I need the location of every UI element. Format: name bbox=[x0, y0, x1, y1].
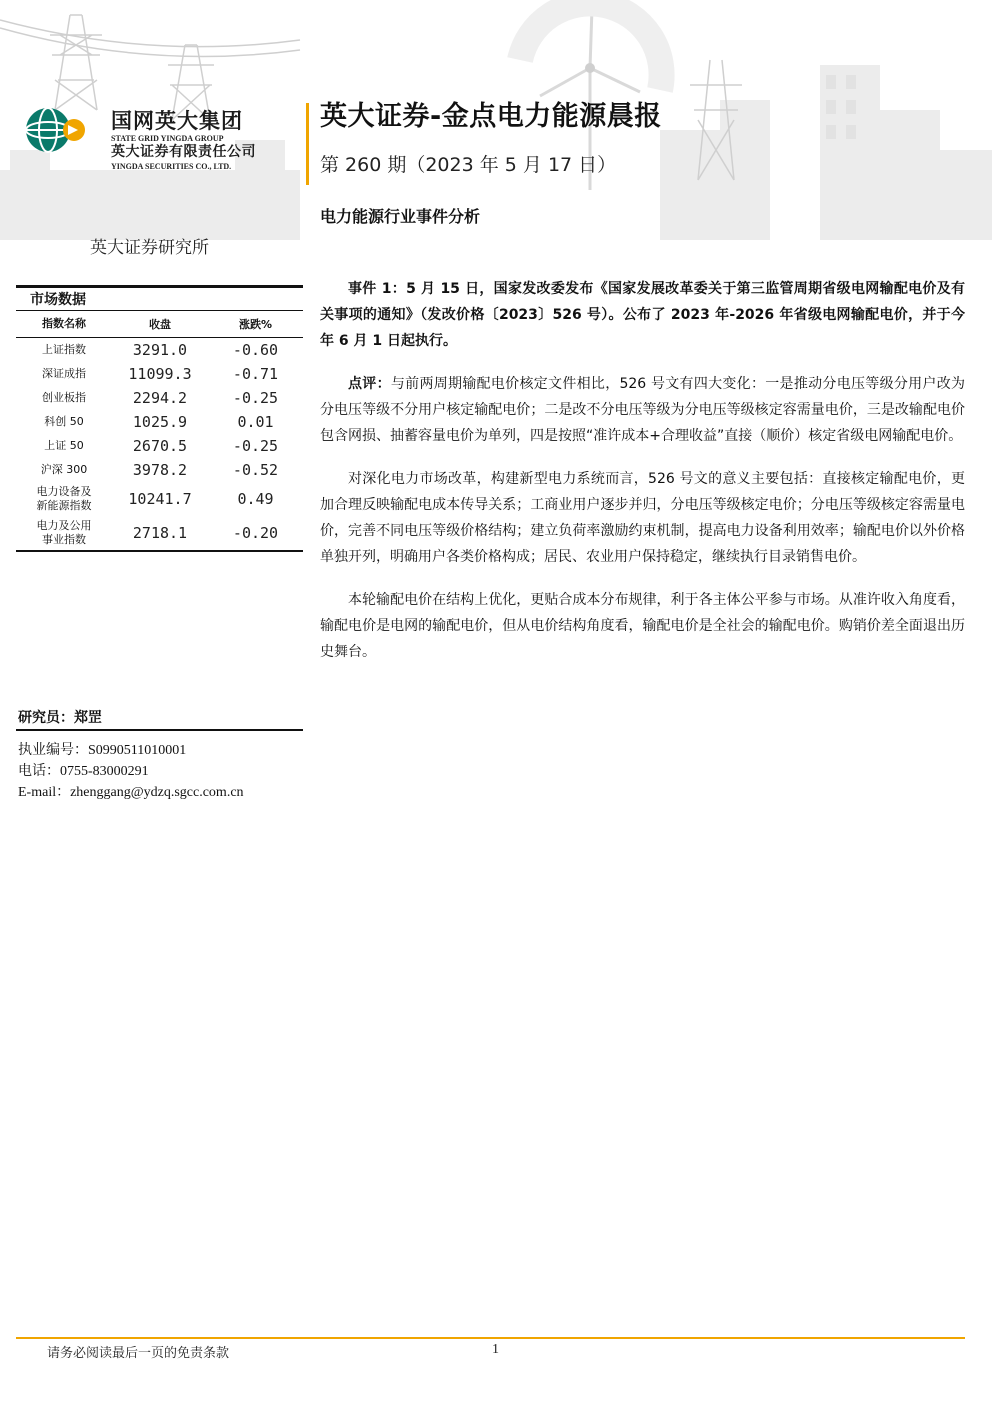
table-rule bbox=[16, 550, 303, 552]
brand-name-cn: 国网英大集团 bbox=[111, 109, 243, 133]
close-value: 2294.2 bbox=[132, 389, 188, 407]
certificate-number: 执业编号：S0990511010001 bbox=[18, 743, 187, 758]
issue-number: 第 260 期（2023 年 5 月 17 日） bbox=[320, 154, 617, 176]
significance-paragraph: 对深化电力市场改革，构建新型电力系统而言，526 号文的意义主要包括：直接核定输配电价，更加合理反映输配电成本传导关系；工商业用户逐步并归，分电压等级核定电价；分电压等级核定容需量电价，完善不同电压等级价格结构；建立负荷率激励约束机制，提高电力设备利用效率；输配电价以外价格单独开列，明确用户各类价格构成；居民、农业用户保持稳定，继续执行目录销售电价。 bbox=[320, 471, 965, 565]
close-value: 2718.1 bbox=[132, 524, 188, 542]
close-value: 10241.7 bbox=[128, 490, 192, 508]
article-body bbox=[320, 276, 965, 682]
change-value: 0.49 bbox=[237, 490, 274, 508]
section-title: 电力能源行业事件分析 bbox=[320, 207, 481, 226]
comment-label: 点评： bbox=[348, 376, 391, 392]
brand-block bbox=[111, 109, 256, 172]
page-number: 1 bbox=[492, 1342, 499, 1357]
close-value: 11099.3 bbox=[128, 365, 192, 383]
event-label: 事件 1： bbox=[348, 281, 407, 297]
conclusion-paragraph: 本轮输配电价在结构上优化，更贴合成本分布规律，利于各主体公平参与市场。从准许收入角度看，输配电价是电网的输配电价，但从电价结构角度看，输配电价是全社会的输配电价。购销价差全面退出历史舞台。 bbox=[320, 592, 965, 660]
title-accent-bar bbox=[306, 103, 309, 185]
close-value: 2670.5 bbox=[132, 437, 188, 455]
table-row bbox=[16, 516, 303, 550]
phone-number: 电话：0755-83000291 bbox=[18, 764, 149, 779]
footer-disclaimer: 请务必阅读最后一页的免责条款 bbox=[47, 1346, 230, 1361]
change-value: -0.60 bbox=[232, 341, 279, 359]
column-header: 指数名称 bbox=[42, 317, 86, 330]
brand-name-en: STATE GRID YINGDA GROUP bbox=[111, 134, 224, 143]
index-name: 科创 50 bbox=[44, 415, 84, 428]
table-header bbox=[16, 311, 303, 337]
table-row bbox=[16, 482, 303, 516]
close-value: 1025.9 bbox=[132, 413, 188, 431]
research-institute: 英大证券研究所 bbox=[90, 238, 209, 258]
report-title: 英大证券-金点电力能源晨报 bbox=[320, 101, 662, 132]
index-name: 电力设备及新能源指数 bbox=[36, 485, 92, 512]
market-data-table bbox=[16, 285, 303, 552]
index-name: 深证成指 bbox=[42, 367, 86, 380]
market-data-title: 市场数据 bbox=[30, 292, 86, 308]
table-row bbox=[16, 386, 303, 410]
change-value: -0.25 bbox=[232, 389, 279, 407]
company-name-cn: 英大证券有限责任公司 bbox=[111, 144, 256, 160]
change-value: 0.01 bbox=[237, 413, 274, 431]
change-value: -0.25 bbox=[232, 437, 279, 455]
index-name: 上证指数 bbox=[42, 343, 86, 356]
close-value: 3291.0 bbox=[132, 341, 188, 359]
column-header: 收盘 bbox=[149, 318, 171, 331]
change-value: -0.71 bbox=[232, 365, 279, 383]
table-row bbox=[16, 410, 303, 434]
state-grid-logo-icon bbox=[24, 104, 86, 156]
change-value: -0.52 bbox=[232, 461, 279, 479]
event-paragraph bbox=[320, 276, 965, 354]
table-row bbox=[16, 458, 303, 482]
company-name-en: YINGDA SECURITIES CO., LTD. bbox=[111, 162, 232, 171]
table-row bbox=[16, 362, 303, 386]
comment-paragraph bbox=[320, 371, 965, 449]
change-value: -0.20 bbox=[232, 524, 279, 542]
column-header: 涨跌% bbox=[238, 318, 273, 331]
close-value: 3978.2 bbox=[132, 461, 188, 479]
table-row bbox=[16, 434, 303, 458]
index-name: 创业板指 bbox=[42, 391, 86, 404]
researcher-info bbox=[16, 707, 303, 803]
event-text: 5 月 15 日，国家发改委发布《国家发展改革委关于第三监管周期省级电网输配电价及有关事项的通知》（发改价格〔2023〕526 号）。公布了 2023 年-2026 年省级电网输配电价，并于今年 6 月 1 日起执行。 bbox=[320, 281, 965, 349]
researcher-name: 研究员：郑罡 bbox=[18, 710, 102, 726]
comment-text: 与前两周期输配电价核定文件相比，526 号文有四大变化：一是推动分电压等级分用户改为分电压等级不分用户核定输配电价；二是改不分电压等级为分电压等级核定容需量电价，三是改输配电价包含网损、抽蓄容量电价为单列，四是按照“准许成本+合理收益”直接（顺价）核定省级电网输配电价。 bbox=[320, 376, 966, 444]
index-name: 电力及公用事业指数 bbox=[36, 519, 92, 546]
footer-rule bbox=[16, 1337, 965, 1339]
index-name: 上证 50 bbox=[44, 439, 84, 452]
researcher-rule bbox=[16, 729, 303, 731]
email-address: E-mail：zhenggang@ydzq.sgcc.com.cn bbox=[18, 785, 244, 800]
table-row bbox=[16, 338, 303, 362]
index-name: 沪深 300 bbox=[40, 463, 88, 476]
